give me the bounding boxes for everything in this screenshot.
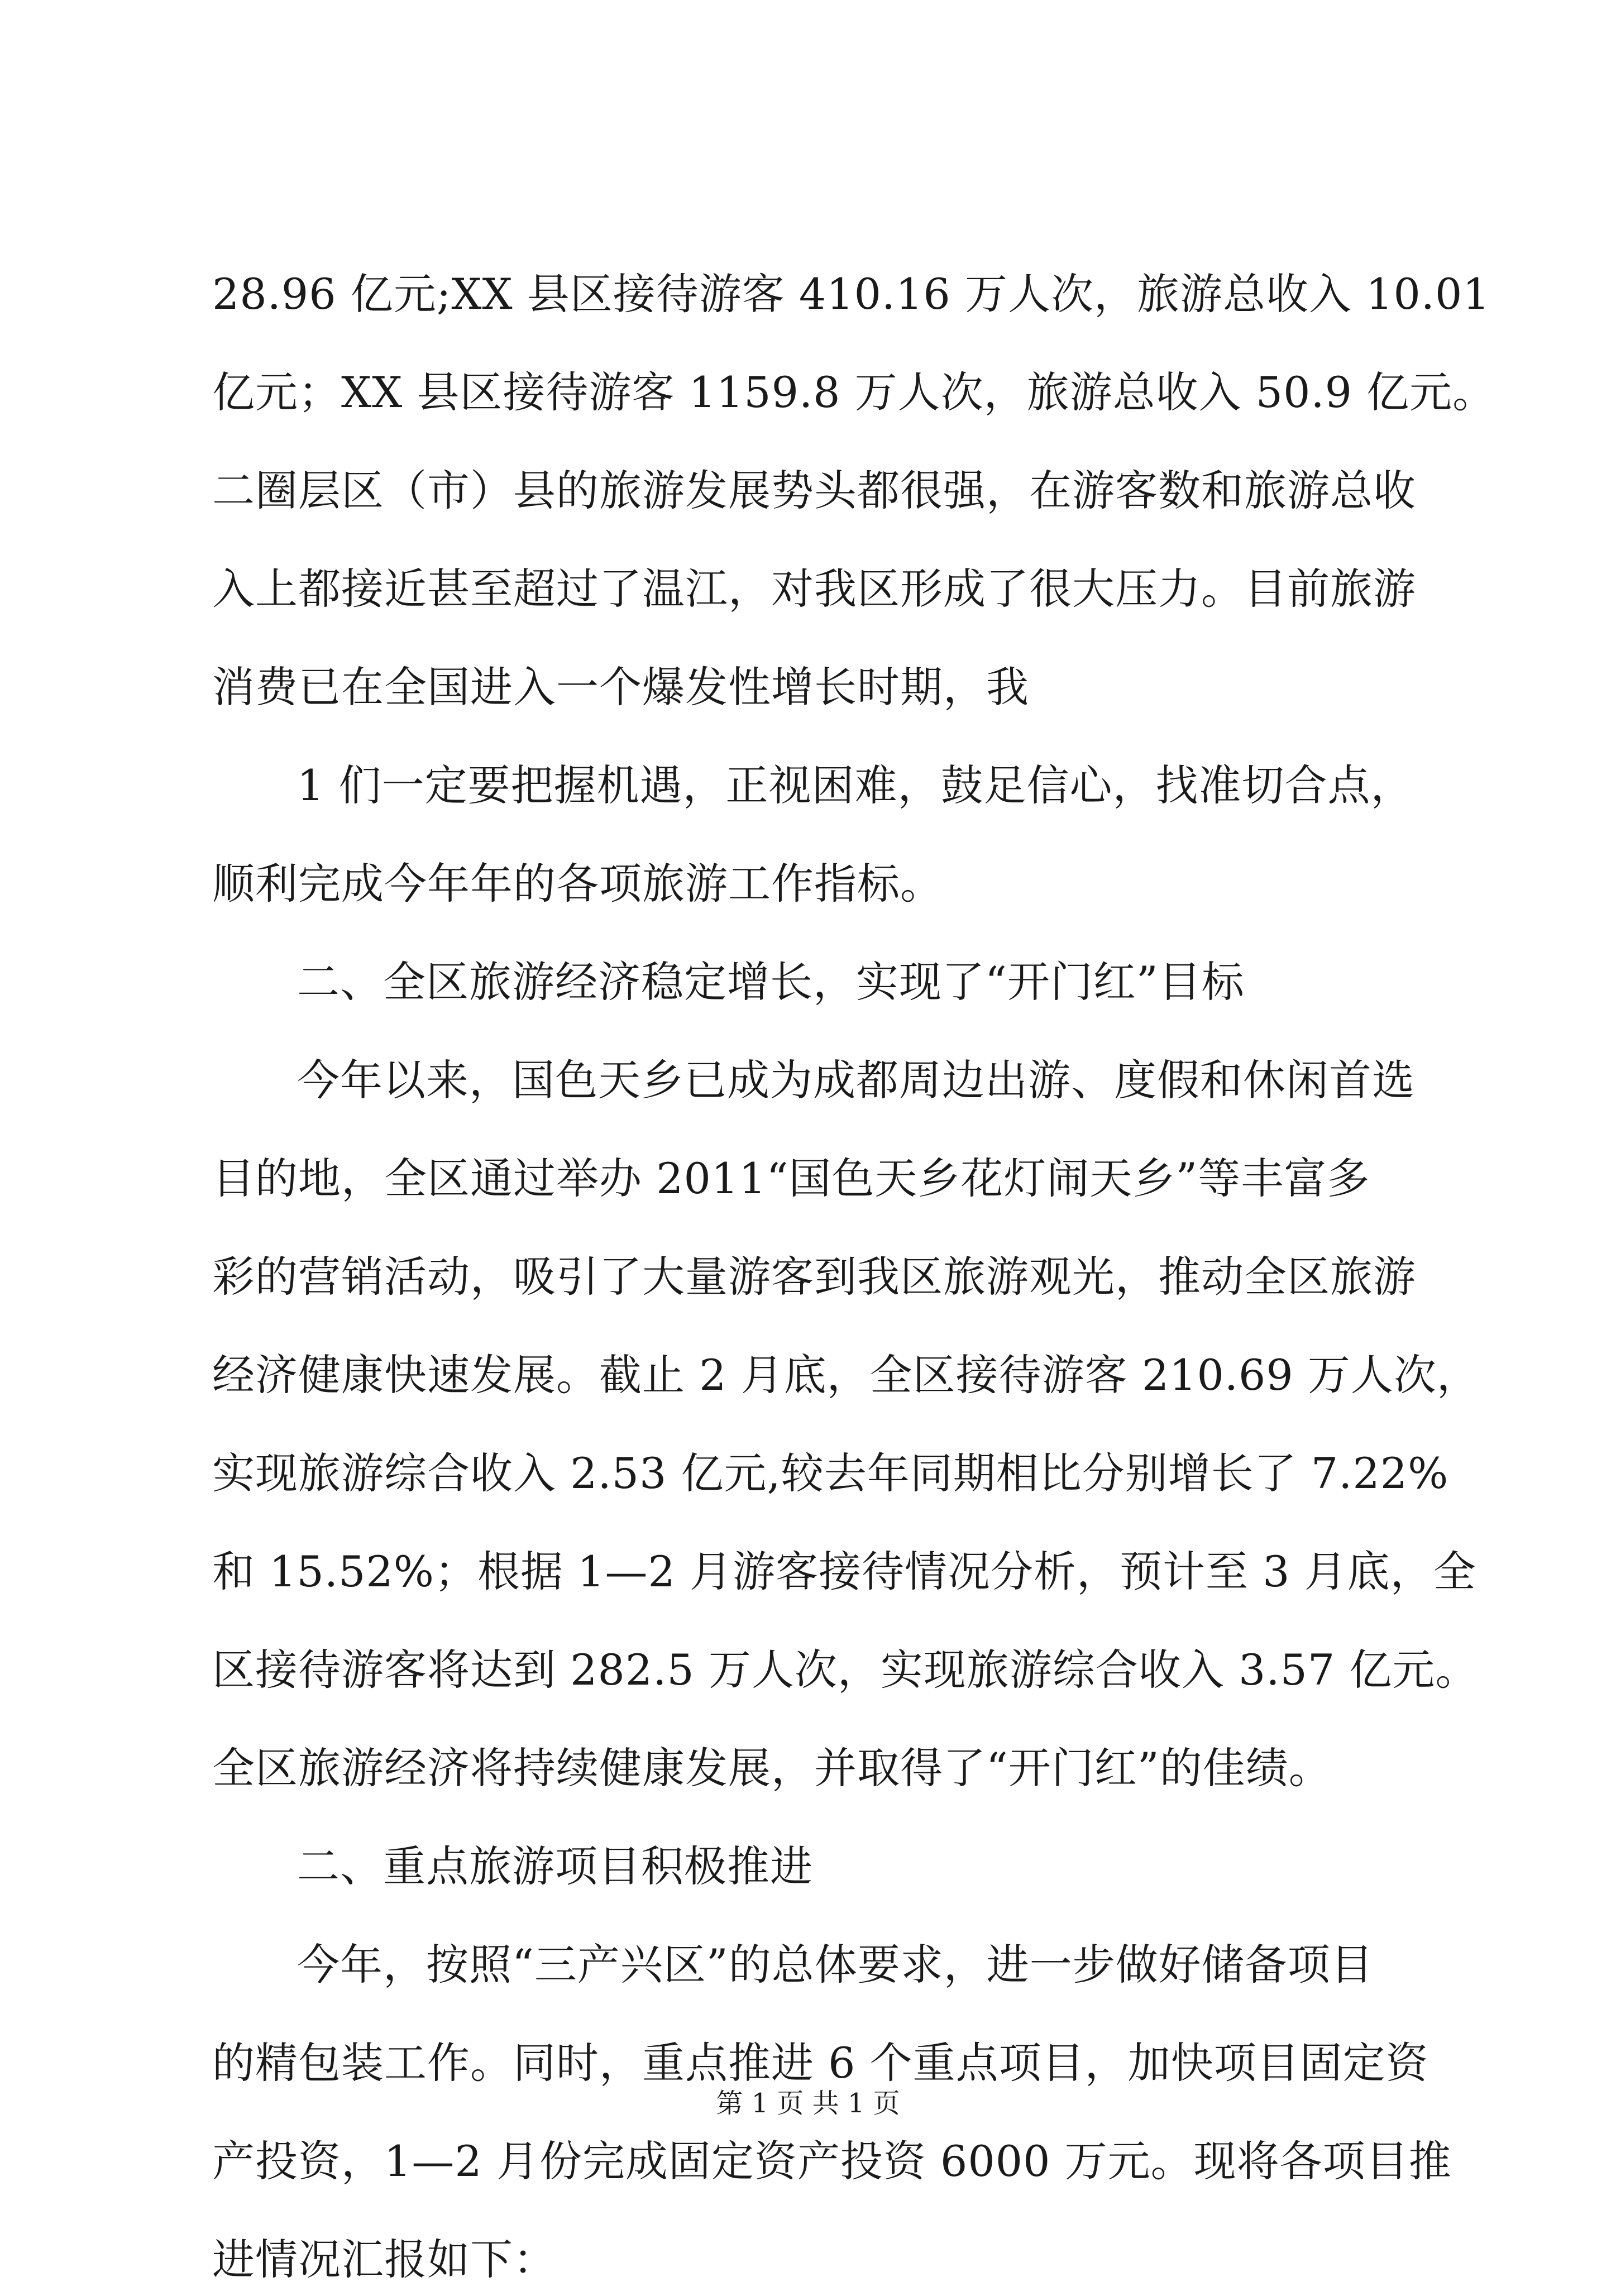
text-line: 顺利完成今年年的各项旅游工作指标。 <box>212 859 943 908</box>
page-footer: 第 1 页 共 1 页 <box>716 2088 900 2119</box>
text-line: 彩的营销活动，吸引了大量游客到我区旅游观光，推动全区旅游 <box>212 1252 1416 1302</box>
text-line: 和 15.52%；根据 1—2 月游客接待情况分析，预计至 3 月底，全 <box>212 1547 1476 1596</box>
section-heading: 二、重点旅游项目积极推进 <box>297 1841 813 1891</box>
text-line: 28.96 亿元;XX 县区接待游客 410.16 万人次，旅游总收入 10.01 <box>212 269 1490 319</box>
text-line: 今年以来，国色天乡已成为成都周边出游、度假和休闲首选 <box>297 1055 1415 1105</box>
text-line: 消费已在全国进入一个爆发性增长时期，我 <box>212 662 1029 712</box>
text-line: 入上都接近甚至超过了温江，对我区形成了很大压力。目前旅游 <box>212 564 1416 614</box>
text-line: 亿元；XX 县区接待游客 1159.8 万人次，旅游总收入 50.9 亿元。 <box>212 367 1496 417</box>
text-line: 经济健康快速发展。截止 2 月底，全区接待游客 210.69 万人次， <box>212 1350 1480 1400</box>
text-line: 1 们一定要把握机遇，正视困难，鼓足信心，找准切合点， <box>297 760 1414 810</box>
text-line: 进情况汇报如下： <box>212 2235 556 2284</box>
text-line: 的精包装工作。同时，重点推进 6 个重点项目，加快项目固定资 <box>212 2038 1429 2088</box>
text-line: 实现旅游综合收入 2.53 亿元,较去年同期相比分别增长了 7.22% <box>212 1448 1449 1498</box>
text-line: 目的地，全区通过举办 2011“国色天乡花灯闹天乡”等丰富多 <box>212 1154 1370 1203</box>
text-line: 全区旅游经济将持续健康发展，并取得了“开门红”的佳绩。 <box>212 1743 1332 1793</box>
text-line: 今年，按照“三产兴区”的总体要求，进一步做好储备项目 <box>297 1940 1374 1989</box>
section-heading: 二、全区旅游经济稳定增长，实现了“开门红”目标 <box>297 957 1245 1007</box>
text-line: 产投资，1—2 月份完成固定资产投资 6000 万元。现将各项目推 <box>212 2136 1452 2186</box>
text-line: 区接待游客将达到 282.5 万人次，实现旅游综合收入 3.57 亿元。 <box>212 1645 1479 1695</box>
text-line: 二圈层区（市）县的旅游发展势头都很强，在游客数和旅游总收 <box>212 466 1416 515</box>
